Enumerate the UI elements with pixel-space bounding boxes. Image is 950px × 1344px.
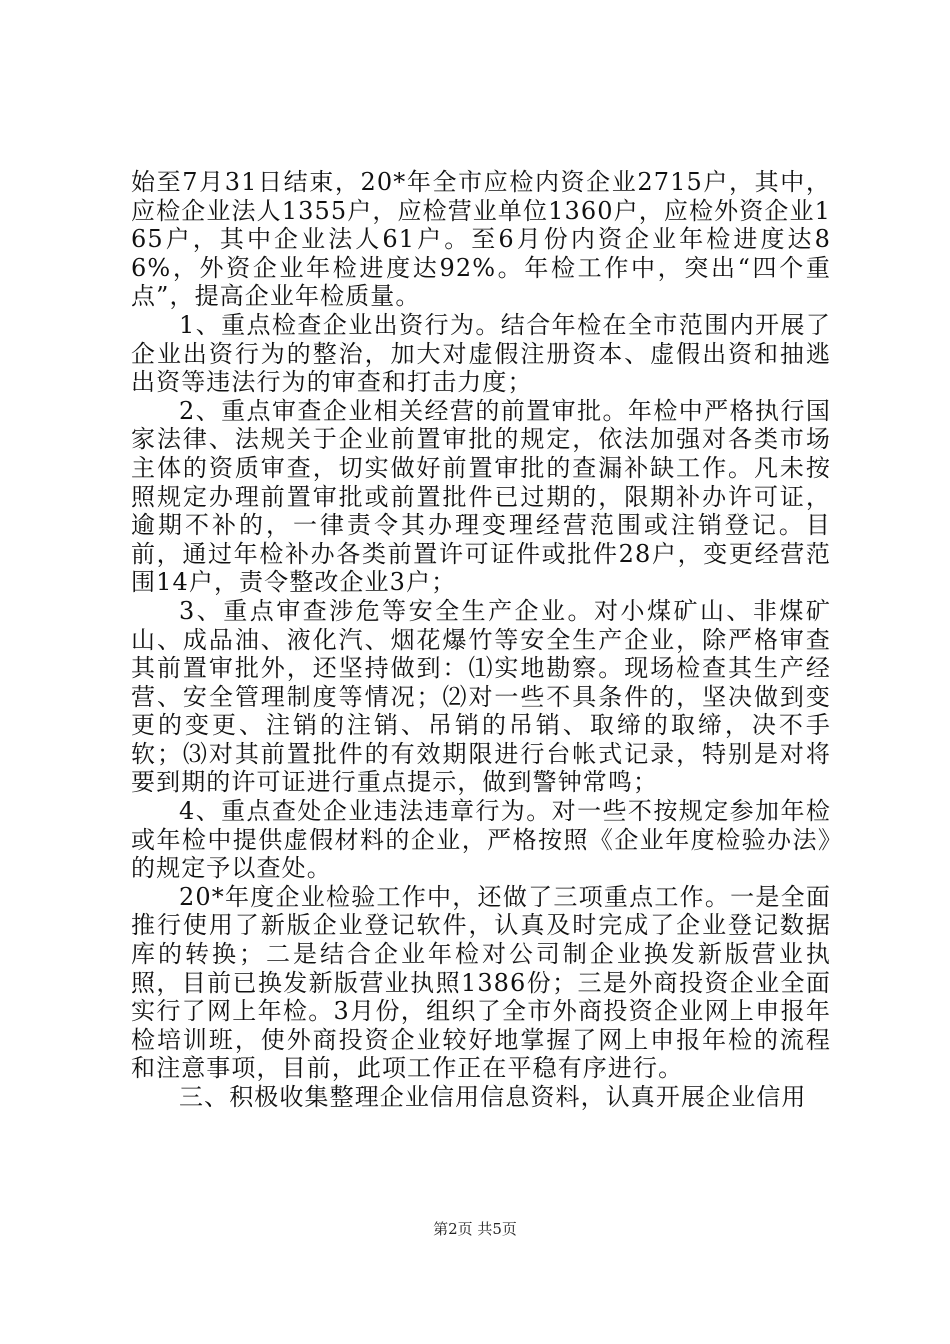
paragraph-7: 三、积极收集整理企业信用信息资料，认真开展企业信用 bbox=[179, 1083, 807, 1111]
paragraph-5: 4、重点查处企业违法违章行为。对一些不按规定参加年检或年检中提供虚假材料的企业，严格按照《企业年度检验办法》的规定予以查处。 bbox=[131, 797, 831, 883]
paragraph-1: 始至7月31日结束，20*年全市应检内资企业2715户，其中，应检企业法人1355户，应检营业单位1360户，应检外资企业165户，其中企业法人61户。至6月份内资企业年检进度达86%，外资企业年检进度达92%。年检工作中，突出“四个重点”，提高企业年检质量。 bbox=[131, 168, 831, 311]
paragraph-4: 3、重点审查涉危等安全生产企业。对小煤矿山、非煤矿山、成品油、液化汽、烟花爆竹等安全生产企业，除严格审查其前置审批外，还坚持做到：⑴实地勘察。现场检查其生产经营、安全管理制度等情况；⑵对一些不具条件的，坚决做到变更的变更、注销的注销、吊销的吊销、取缔的取缔，决不手软；⑶对其前置批件的有效期限进行台帐式记录，特别是对将要到期的许可证进行重点提示，做到警钟常鸣； bbox=[131, 596, 831, 797]
paragraph-3: 2、重点审查企业相关经营的前置审批。年检中严格执行国家法律、法规关于企业前置审批的规定，依法加强对各类市场主体的资质审查，切实做好前置审批的查漏补缺工作。凡未按照规定办理前置审批或前置批件已过期的，限期补办许可证，逾期不补的，一律责令其办理变理经营范围或注销登记。目前，通过年检补办各类前置许可证件或批件28户，变更经营范围14户，责令整改企业3户； bbox=[131, 396, 831, 597]
document-body bbox=[131, 168, 831, 1112]
page-footer: 第2页 共5页 bbox=[433, 1220, 517, 1238]
paragraph-6: 20*年度企业检验工作中，还做了三项重点工作。一是全面推行使用了新版企业登记软件，认真及时完成了企业登记数据库的转换；二是结合企业年检对公司制企业换发新版营业执照，目前已换发新版营业执照1386份；三是外商投资企业全面实行了网上年检。3月份，组织了全市外商投资企业网上申报年检培训班，使外商投资企业较好地掌握了网上申报年检的流程和注意事项，目前，此项工作正在平稳有序进行。 bbox=[131, 882, 831, 1083]
paragraph-2: 1、重点检查企业出资行为。结合年检在全市范围内开展了企业出资行为的整治，加大对虚假注册资本、虚假出资和抽逃出资等违法行为的审查和打击力度； bbox=[131, 310, 831, 397]
